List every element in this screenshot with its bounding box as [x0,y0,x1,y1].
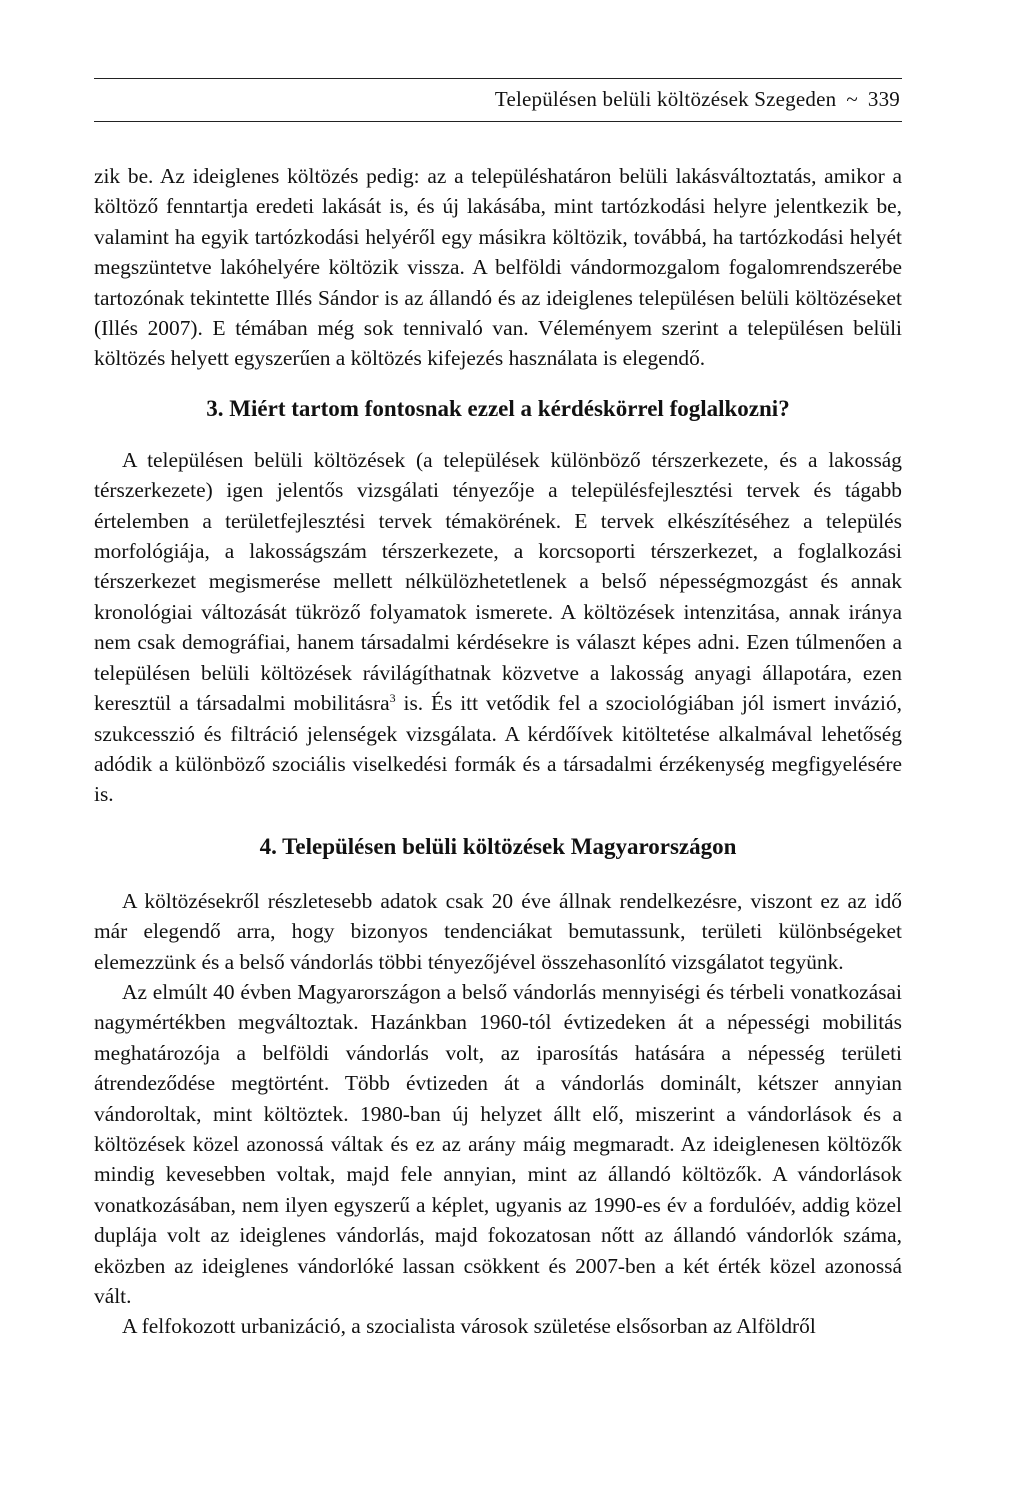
footnote-reference: 3 [389,690,396,705]
section-4-paragraph-1: A költözésekről részletesebb adatok csak 20 éve állnak rendelkezésre, viszont ez az idő már elegendő arra, hogy bizonyos tendenciákat bemutassunk, területi különbségeket elemezzünk és a belső vándorlás többi tényezőjével összehasonlító vizsgálatot tegyünk. [94,888,902,974]
running-head [94,78,902,122]
running-head-title: Településen belüli költözések Szegeden [494,87,837,111]
section-3-text-end: is. És itt vetődik fel a szociológiában jól ismert invázió, szukcesszió és filtráció jelenségek vizsgálata. A kérdőívek kitöltetése alkalmával lehetőség adódik a különböző szociális viselkedési formák és a társadalmi érzékenység megfigyelésére is. [94,691,903,807]
section-4-paragraph-3: A felfokozott urbanizáció, a szocialista városok születése elsősorban az Alföldről [122,1314,816,1339]
body-text [94,161,902,1342]
section-3-paragraph [94,445,902,810]
paragraph-continued: zik be. Az ideiglenes költözés pedig: az a településhatáron belüli lakásváltoztatás, amikor a költöző fenntartja eredeti lakását is, és új lakásába, mint tartózkodási helyre jelentkezik be, valamint ha egyik tartózkodási helyéről egy másikra költözik, továbbá, ha tartózkodási helyét megszüntetve lakóhelyére költözik vissza. A belföldi vándormozgalom fogalomrendszerébe tartozónak tekintette Illés Sándor is az állandó és az ideiglenes településen belüli költözéseket (Illés 2007). E témában még sok tennivaló van. Véleményem szerint a településen belüli költözés helyett egyszerűen a költözés kifejezés használata is elegendő. [94,164,902,371]
section-3-text-start: A településen belüli költözések (a települések különböző térszerkezete, és a lakosság térszerkezete) igen jelentős vizsgálati tényezője a településfejlesztési tervek és tágabb értelemben a területfejlesztési tervek témakörének. E tervek elkészítéséhez a település morfológiája, a lakosságszám térszerkezete, a korcsoporti térszerkezet, a foglalkozási térszerkezet megismerése mellett nélkülözhetetlenek a belső népességmozgást és annak kronológiai változását tükröző folyamatok ismerete. A költözések intenzitása, annak iránya nem csak demográfiai, hanem társadalmi kérdésekre is választ képes adni. Ezen túlmenően a településen belüli költözések rávilágíthatnak közvetve a lakosság anyagi állapotára, ezen keresztül a társadalmi mobilitásra [94,447,902,716]
running-head-separator: ~ [846,87,858,111]
section-4-heading: 4. Településen belüli költözések Magyarországon [259,833,737,859]
page-number: 339 [867,87,900,111]
section-4-paragraph-2: Az elmúlt 40 évben Magyarországon a belső vándorlás mennyiségi és térbeli vonatkozásai nagymértékben megváltoztak. Hazánkban 1960-tól évtizedeken át a népességi mobilitás meghatározója a belföldi vándorlás volt, az iparosítás hatására a népesség területi átrendeződése megtörtént. Több évtizeden át a vándorlás dominált, kétszer annyian vándoroltak, mint költöztek. 1980-ban új helyzet állt elő, miszerint a vándorlások és a költözések közel azonossá váltak és ez az arány máig megmaradt. Az ideiglenesen költözők mindig kevesebben voltak, majd fele annyian, mint az állandó költözők. A vándorlások vonatkozásában, nem ilyen egyszerű a képlet, ugyanis az 1990-es év a fordulóév, addig közel duplája volt az ideiglenes vándorlás, majd fokozatosan nőtt az állandó vándorlók száma, eközben az ideiglenes vándorlóké lassan csökkent és 2007-ben a két érték közel azonossá vált. [94,979,902,1308]
running-head-text [495,87,900,112]
section-3-heading: 3. Miért tartom fontosnak ezzel a kérdéskörrel foglalkozni? [206,395,790,421]
